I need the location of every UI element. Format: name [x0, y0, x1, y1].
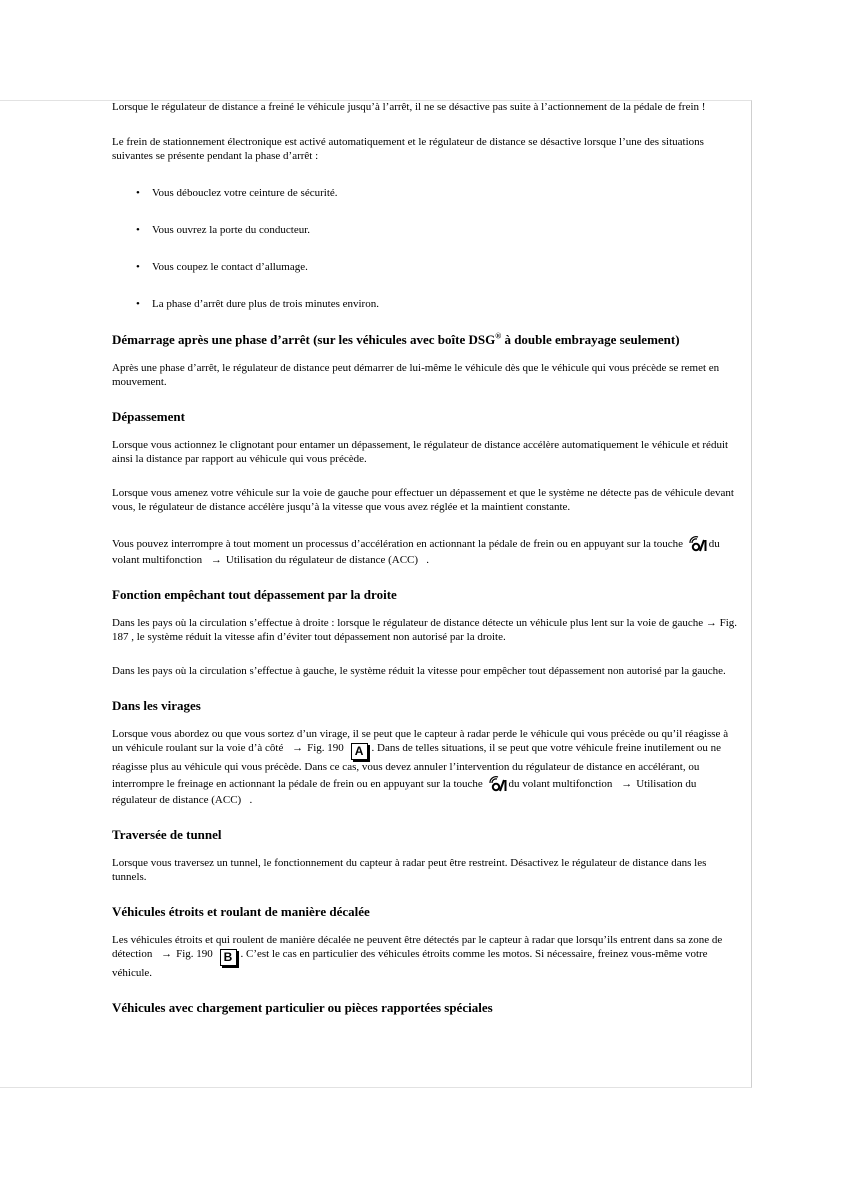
figure-a-icon: A [351, 743, 368, 760]
section-droite [112, 587, 740, 678]
section-etroits [112, 904, 740, 980]
section-demarrage [112, 332, 740, 389]
acc-usage-link[interactable]: Utilisation du régulateur de distance (ACC) [112, 778, 697, 806]
stop-conditions-list [112, 186, 740, 311]
bullet-icon: • [136, 261, 140, 273]
section-paragraph: Dans les pays où la circulation s’effectue à gauche, le système réduit la vitesse pour empêcher tout dépassement non autorisé par la gauche. [112, 665, 726, 677]
bullet-icon: • [136, 298, 140, 310]
section-paragraph: Vous pouvez interrompre à tout moment un processus d’accélération en actionnant la pédale de frein ou en appuyant sur la touche du volant multifonction → Utilisation du régulateur de distance (ACC) . [112, 534, 740, 567]
acc-usage-link[interactable]: Utilisation du régulateur de distance (ACC) [225, 554, 419, 566]
acc-button-icon [687, 534, 708, 553]
list-item: • Vous ouvrez la porte du conducteur. [136, 224, 311, 236]
bullet-icon: • [136, 224, 140, 236]
bullet-icon: • [136, 187, 140, 199]
list-item: • Vous coupez le contact d’allumage. [136, 261, 308, 273]
section-heading: Traversée de tunnel [112, 827, 222, 842]
section-heading: Démarrage après une phase d’arrêt (sur les véhicules avec boîte DSG® à double embrayage seulement) [112, 331, 680, 347]
acc-button-icon [487, 774, 508, 793]
section-paragraph: Les véhicules étroits et qui roulent de manière décalée ne peuvent être détectés par le capteur à radar que lorsqu’ils entrent dans sa zone de détection → Fig. 190 B . C’est le cas en particulier des véhicules étroits comme les motos. Si nécessaire, freinez vous-même votre véhicule. [112, 934, 723, 979]
section-paragraph: Lorsque vous abordez ou que vous sortez d’un virage, il se peut que le capteur à radar perde le véhicule qui vous précède ou qu’il réagisse à un véhicule roulant sur la voie d’à côté → Fig. 190 A . Dans de telles situations, il se peut que votre véhicule freine inutilement ou ne réagisse plus au véhicule qui vous précède. Dans ce cas, vous devez annuler l’intervention du régulateur de distance en accélérant, ou interrompre le freinage en actionnant la pédale de frein ou en appuyant sur la touche du volant multifonction → Utilisation du régulateur de distance (ACC) . [112, 728, 729, 806]
section-depassement [112, 409, 740, 567]
section-paragraph: Dans les pays où la circulation s’effectue à droite : lorsque le régulateur de distance détecte un véhicule plus lent sur la voie de gauche → Fig. 187 , le système réduit la vitesse afin d’éviter tout dépassement non autorisé par la droite. [112, 617, 738, 643]
section-heading: Dépassement [112, 409, 185, 424]
fig-190-link[interactable]: Fig. 190 [176, 948, 213, 960]
figure-b-icon: B [220, 949, 237, 966]
section-virages [112, 698, 740, 807]
section-heading: Véhicules avec chargement particulier ou pièces rapportées spéciales [112, 1000, 493, 1015]
list-item: • La phase d’arrêt dure plus de trois minutes environ. [136, 298, 379, 310]
document-body [112, 100, 740, 1029]
fig-190-link[interactable]: Fig. 190 [307, 742, 344, 754]
section-heading: Fonction empêchant tout dépassement par la droite [112, 587, 397, 602]
section-paragraph: Lorsque vous amenez votre véhicule sur la voie de gauche pour effectuer un dépassement et que le système ne détecte pas de véhicule devant vous, le régulateur de distance accélère jusqu’à la vitesse que vous avez réglée et la maintient constante. [112, 487, 734, 513]
section-tunnel [112, 827, 740, 884]
section-chargement [112, 1000, 740, 1016]
section-paragraph: Lorsque vous actionnez le clignotant pour entamer un dépassement, le régulateur de distance accélère automatiquement le véhicule et réduit ainsi la distance par rapport au véhicule qui vous précède. [112, 439, 729, 465]
intro-paragraph-1: Lorsque le régulateur de distance a freiné le véhicule jusqu’à l’arrêt, il ne se désactive pas suite à l’actionnement de la pédale de frein ! [112, 101, 706, 113]
list-item: • Vous débouclez votre ceinture de sécurité. [136, 187, 338, 199]
intro-paragraph-2: Le frein de stationnement électronique est activé automatiquement et le régulateur de distance se désactive lorsque l’une des situations suivantes se présente pendant la phase d’arrêt : [112, 136, 704, 162]
section-heading: Véhicules étroits et roulant de manière décalée [112, 904, 370, 919]
section-paragraph: Après une phase d’arrêt, le régulateur de distance peut démarrer de lui-même le véhicule dès que le véhicule qui vous précède se remet en mouvement. [112, 362, 720, 388]
section-paragraph: Lorsque vous traversez un tunnel, le fonctionnement du capteur à radar peut être restreint. Désactivez le régulateur de distance dans les tunnels. [112, 857, 707, 883]
section-heading: Dans les virages [112, 698, 201, 713]
